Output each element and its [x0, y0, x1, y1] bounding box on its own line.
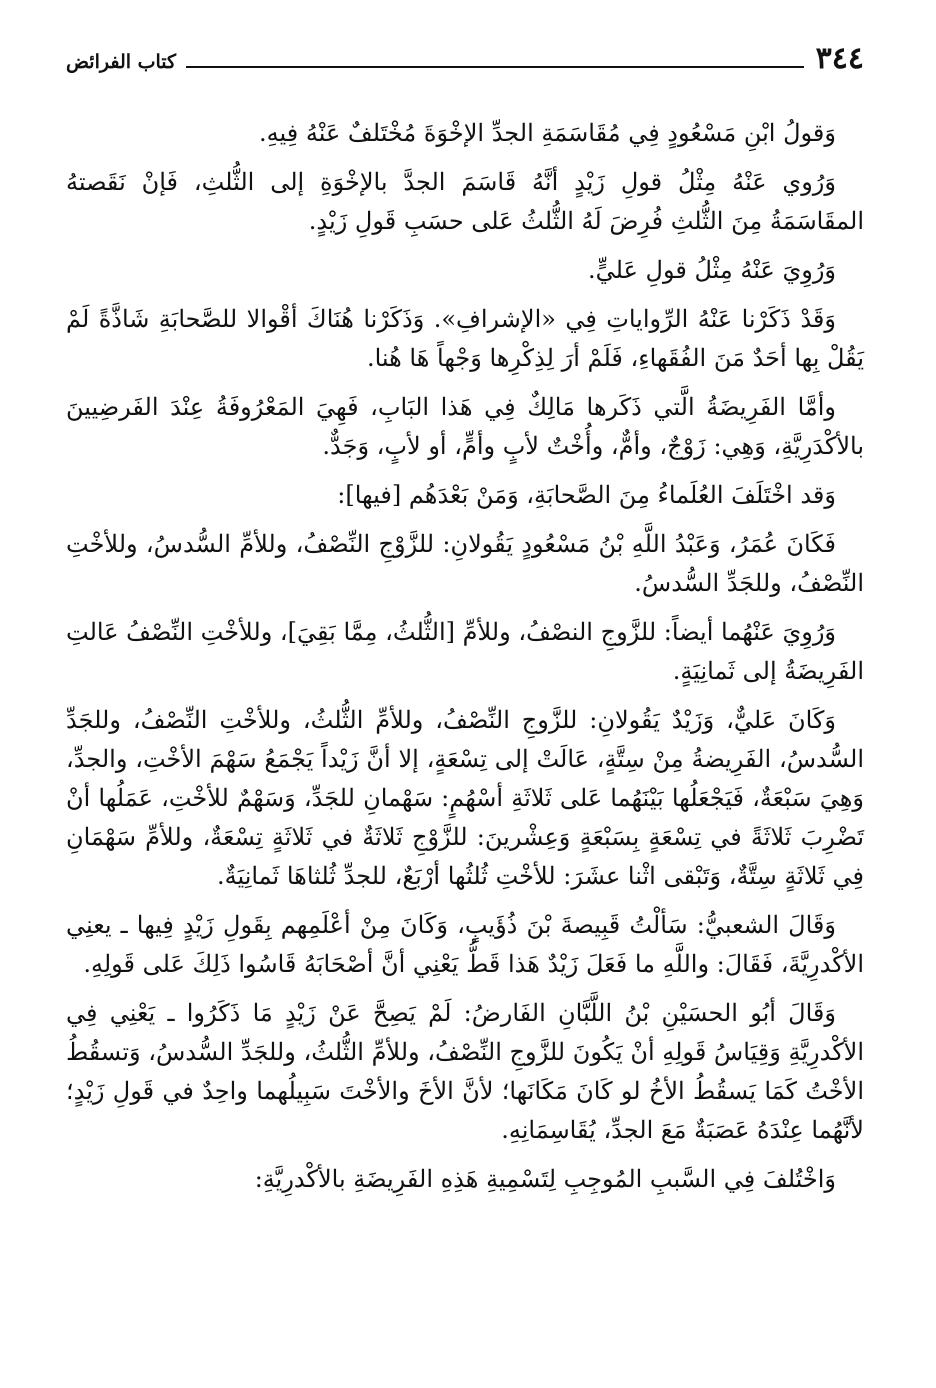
paragraph: وَقَالَ أبُو الحسَيْنِ بْنُ اللَّبَّانِ الفَارضُ: لَمْ يَصِحَّ عَنْ زَيْدٍ مَا ذَكَرُوا ـ يَعْنِي فِي الأكْدرِيَّةِ وَقِيَاسُ قَولِهِ أنْ يَكُونَ للزَّوجِ النِّصْفُ، وللأمِّ الثُّلثُ، وللجَدِّ السُّدسُ، وَتسقُطُ الأخْتُ كَمَا يَسقُطُ الأخُ لو كَانَ مَكَانَها؛ لأنَّ الأخَ والأخْتَ سَبِيلُهما واحِدٌ في قَولِ زَيْدٍ؛ لأنَّهُما عِنْدَهُ عَصَبَةٌ مَعَ الجدِّ، يُقَاسِمَانِهِ.	[66, 999, 864, 1144]
paragraph: فَكَانَ عُمَرُ، وَعَبْدُ اللَّهِ بْنُ مَسْعُودٍ يَقُولانِ: للزَّوْجِ النِّصْفُ، وللأمِّ السُّدسُ، وللأخْتِ النِّصْفُ، وللجَدِّ السُّدسُ.	[66, 530, 864, 597]
paragraph: وَقَدْ ذَكَرْنا عَنْهُ الرِّواياتِ فِي «الإشرافِ». وَذَكَرْنا هُنَاكَ أقْوالا للصَّحابَةِ شَاذَّةً لَمْ يَقُلْ بِها أحَدٌ مَنَ الفُقَهاءِ، فَلَمْ أرَ لِذِكْرِها وَجْهاً هَا هُنا.	[66, 305, 864, 372]
body-text	[66, 114, 864, 1199]
book-title: كتاب الفرائض	[66, 51, 177, 73]
paragraph: وأمَّا الفَرِيضَةُ الَّتي ذَكَرها مَالِكٌ فِي هَذا البَابِ، فَهِيَ المَعْرُوفَةُ عِنْدَ الفَرضِيينَ بالأكْدَرِيَّةِ، وَهِي: زَوْجٌ، وأمٌّ، وأُخْتٌ لأبٍ وأمٍّ، أو لأبٍ، وَجَدٌّ.	[66, 393, 864, 460]
paragraph: وَرُوِيَ عَنْهُ مِثْلُ قولِ عَليٍّ.	[588, 256, 836, 284]
paragraph: وَكَانَ عَليٌّ، وَزَيْدٌ يَقُولانِ: للزَّوجِ النِّصْفُ، وللأمِّ الثُّلثُ، وللأخْتِ النِّصْفُ، وللجَدِّ السُّدسُ، الفَرِيضةُ مِنْ سِتَّةٍ، عَالَتْ إلى تِسْعَةٍ، إلا أنَّ زَيْداً يَجْمَعُ سَهْمَ الأخْتِ، والجدِّ، وَهِيَ سَبْعَةٌ، فَيَجْعَلُها بَيْنَهُما عَلى ثَلاثَةِ أسْهُمٍ: سَهْمانِ للجَدِّ، وَسَهْمٌ للأخْتِ، عَمَلُها أنْ تَضْرِبَ ثَلاثَةً في تِسْعَةٍ بِسَبْعَةٍ وَعِشْرينَ: للزَّوْجِ ثَلاثَةٌ في ثَلاثَةٍ تِسْعَةٌ، وللأمِّ سَهْمَانِ فِي ثَلاثَةٍ سِتَّةٌ، وَتَبْقى اثْنا عشَرَ: للأخْتِ ثُلثُها أرْبَعٌ، للجدِّ ثُلثاهَا ثَمانِيَةٌ.	[66, 706, 864, 890]
paragraph: وَرُوي عَنْهُ مِثْلُ قولِ زَيْدٍ أنَّهُ قَاسَمَ الجدَّ بالإخْوَةِ إلى الثُّلثِ، فَإنْ نَقَصتهُ المقَاسَمَةُ مِنَ الثُّلثِ فُرِضَ لَهُ الثُّلثُ عَلى حسَبِ قَولِ زَيْدٍ.	[66, 168, 864, 235]
paragraph: وَرُوِيَ عَنْهُما أيضاً: للزَّوجِ النصْفُ، وللأمِّ [الثُّلثُ، مِمَّا بَقِيَ]، وللأخْتِ النِّصْفُ عَالتِ الفَرِيضَةُ إلى ثَمانِيَةٍ.	[66, 618, 864, 685]
header-rule	[186, 66, 804, 68]
page-number: ٣٤٤	[815, 41, 864, 76]
running-header	[66, 34, 864, 74]
paragraph: وَقَالَ الشعبيُّ: سَألْتُ قَبِيصةَ بْنَ ذُؤَيبٍ، وَكَانَ مِنْ أعْلَمِهم بِقَولِ زَيْدٍ فِيها ـ يعنِي الأكْدرِيَّةَ، فَقَالَ: واللَّهِ ما فَعَلَ زَيْدٌ هَذا قَطُّ يَعْنِي أنَّ أصْحَابَهُ قَاسُوا ذَلِكَ عَلى قَولِهِ.	[66, 911, 864, 978]
paragraph: وَقد اخْتَلَفَ العُلَماءُ مِنَ الصَّحابَةِ، وَمَنْ بَعْدَهُم [فيها]:	[337, 481, 836, 509]
paragraph: وَاخْتُلفَ فِي السَّببِ المُوجِبِ لِتَسْمِيةِ هَذِهِ الفَرِيضَةِ بالأكْدرِيَّةِ:	[254, 1165, 836, 1193]
paragraph: وَقولُ ابْنِ مَسْعُودٍ فِي مُقَاسَمَةِ الجدِّ الإخْوَةَ مُخْتَلفٌ عَنْهُ فِيهِ.	[259, 119, 836, 147]
